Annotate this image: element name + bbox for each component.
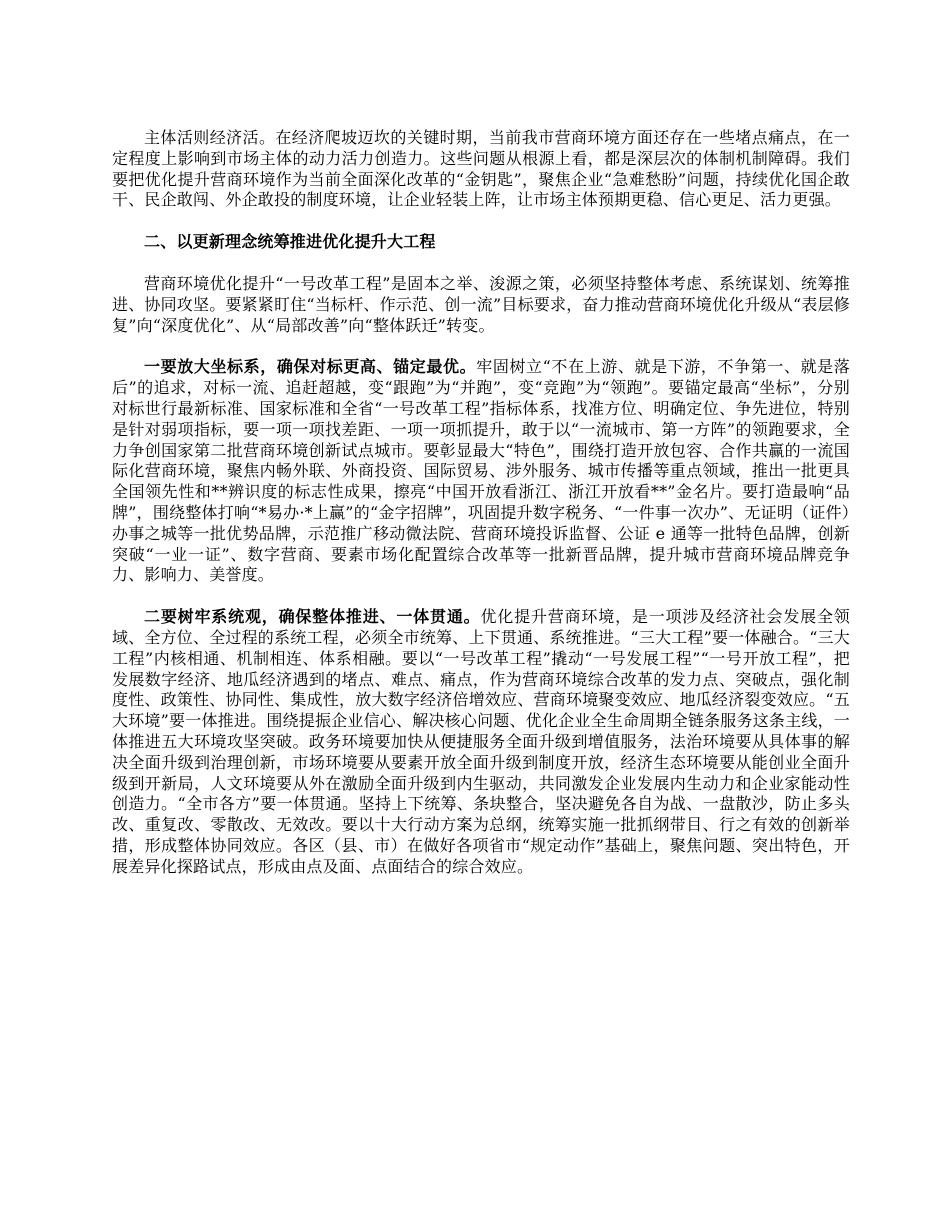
paragraph-section-2-intro: 营商环境优化提升“一号改革工程”是固本之举、浚源之策，必须坚持整体考虑、系统谋划、统筹推进、协同攻坚。要紧紧盯住“当标杆、作示范、创一流”目标要求，奋力推动营商环境优化升级从“表层修复”向“深度优化”、从“局部改善”向“整体跃迁”转变。	[112, 273, 850, 335]
point-2-lead: 二要树牢系统观，确保整体推进、一体贯通。	[144, 607, 481, 627]
spacer	[112, 253, 850, 274]
spacer	[112, 586, 850, 607]
document-page	[112, 128, 850, 878]
point-1-lead: 一要放大坐标系，确保对标更高、锚定最优。	[144, 357, 477, 377]
paragraph-point-1	[112, 357, 850, 586]
paragraph-point-2	[112, 607, 850, 877]
point-2-body: 优化提升营商环境，是一项涉及经济社会发展全领域、全方位、全过程的系统工程，必须全市统筹、上下贯通、系统推进。“三大工程”要一体融合。“三大工程”内核相通、机制相连、体系相融。要以“一号改革工程”撬动“一号发展工程”“一号开放工程”，把发展数字经济、地瓜经济遇到的堵点、难点、痛点，作为营商环境综合改革的发力点、突破点，强化制度性、政策性、协同性、集成性，放大数字经济倍增效应、营商环境聚变效应、地瓜经济裂变效应。“五大环境”要一体推进。围绕提振企业信心、解决核心问题、优化企业全生命周期全链条服务这条主线，一体推进五大环境攻坚突破。政务环境要加快从便捷服务全面升级到增值服务，法治环境要从具体事的解决全面升级到治理创新，市场环境要从要素开放全面升级到制度开放，经济生态环境要从能创业全面升级到开新局，人文环境要从外在激励全面升级到内生驱动，共同激发企业发展内生动力和企业家能动性创造力。“全市各方”要一体贯通。坚持上下统筹、条块整合，坚决避免各自为战、一盘散沙，防止多头改、重复改、零散改、无效改。要以十大行动方案为总纲，统筹实施一批抓纲带目、行之有效的创新举措，形成整体协同效应。各区（县、市）在做好各项省市“规定动作”基础上，聚焦问题、突出特色，开展差异化探路试点，形成由点及面、点面结合的综合效应。	[112, 607, 850, 876]
paragraph-intro: 主体活则经济活。在经济爬坡迈坎的关键时期，当前我市营商环境方面还存在一些堵点痛点，在一定程度上影响到市场主体的动力活力创造力。这些问题从根源上看，都是深层次的体制机制障碍。我们要把优化提升营商环境作为当前全面深化改革的“金钥匙”，聚焦企业“急难愁盼”问题，持续优化国企敢干、民企敢闯、外企敢投的制度环境，让企业轻装上阵，让市场主体预期更稳、信心更足、活力更强。	[112, 128, 850, 210]
spacer	[112, 211, 850, 232]
section-heading-2: 二、以更新理念统筹推进优化提升大工程	[144, 232, 436, 252]
point-1-body: 牢固树立“不在上游、就是下游，不争第一、就是落后”的追求，对标一流、追赶超越，变“跟跑”为“并跑”，变“竞跑”为“领跑”。要锚定最高“坐标”，分别对标世行最新标准、国家标准和全省“一号改革工程”指标体系，找准方位、明确定位、争先进位，特别是针对弱项指标，要一项一项找差距、一项一项抓提升，敢于以“一流城市、第一方阵”的领跑要求，全力争创国家第二批营商环境创新试点城市。要彰显最大“特色”，围绕打造开放包容、合作共赢的一流国际化营商环境，聚焦内畅外联、外商投资、国际贸易、涉外服务、城市传播等重点领域，推出一批更具全国领先性和**辨识度的标志性成果，擦亮“中国开放看浙江、浙江开放看**”金名片。要打造最响“品牌”，围绕整体打响“*易办·*上赢”的“金字招牌”，巩固提升数字税务、“一件事一次办”、无证明（证件）办事之城等一批优势品牌，示范推广移动微法院、营商环境投诉监督、公证 e 通等一批特色品牌，创新突破“一业一证”、数字营商、要素市场化配置综合改革等一批新晋品牌，提升城市营商环境品牌竞争力、影响力、美誉度。	[112, 357, 850, 585]
spacer	[112, 336, 850, 357]
